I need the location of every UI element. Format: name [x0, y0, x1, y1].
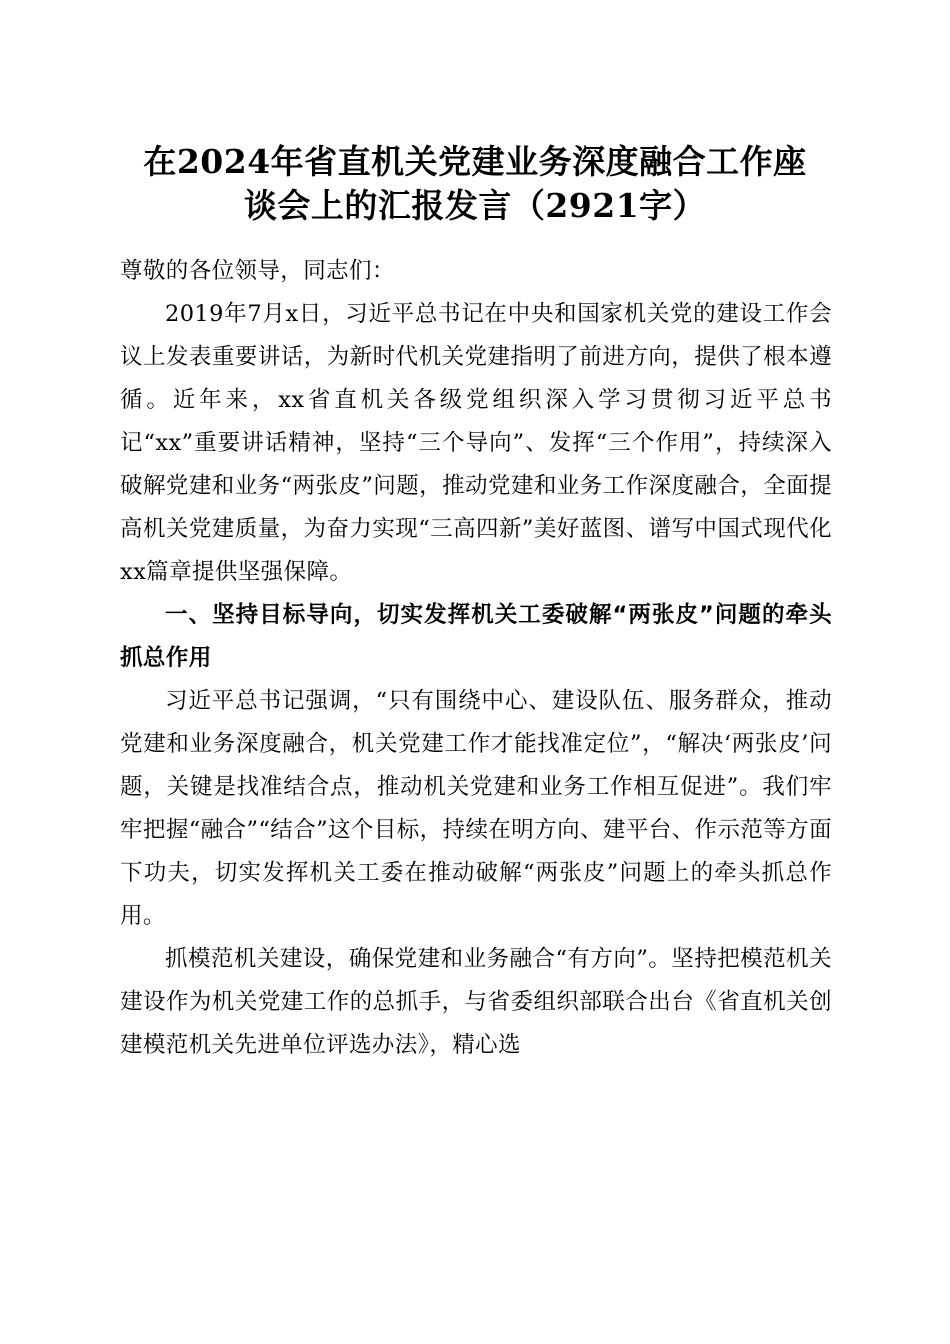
document-title: [100, 140, 850, 228]
section-1-heading: 一、坚持目标导向，切实发挥机关工委破解“两张皮”问题的牵头抓总作用: [120, 602, 832, 671]
document-body: [120, 250, 832, 1067]
title-line-2: 谈会上的汇报发言（2921字）: [243, 186, 707, 225]
section-1-paragraph-2: 抓模范机关建设，确保党建和业务融合“有方向”。坚持把模范机关建设作为机关党建工作的总抓手，与省委组织部联合出台《省直机关创建模范机关先进单位评选办法》，精心选: [120, 946, 832, 1058]
intro-paragraph: 2019年7月x日，习近平总书记在中央和国家机关党的建设工作会议上发表重要讲话，为新时代机关党建指明了前进方向，提供了根本遵循。近年来，xx省直机关各级党组织深入学习贯彻习近平总书记“xx”重要讲话精神，坚持“三个导向”、发挥“三个作用”，持续深入破解党建和业务“两张皮”问题，推动党建和业务工作深度融合，全面提高机关党建质量，为奋力实现“三高四新”美好蓝图、谱写中国式现代化xx篇章提供坚强保障。: [120, 301, 832, 585]
section-1-paragraph-1: 习近平总书记强调，“只有围绕中心、建设队伍、服务群众，推动党建和业务深度融合，机关党建工作才能找准定位”，“解决‘两张皮’问题，关键是找准结合点，推动机关党建和业务工作相互促进”。我们牢牢把握“融合”“结合”这个目标，持续在明方向、建平台、作示范等方面下功夫，切实发挥机关工委在推动破解“两张皮”问题上的牵头抓总作用。: [120, 688, 832, 929]
greeting: 尊敬的各位领导，同志们：: [120, 258, 395, 284]
title-line-1: 在2024年省直机关党建业务深度融合工作座: [143, 142, 807, 181]
